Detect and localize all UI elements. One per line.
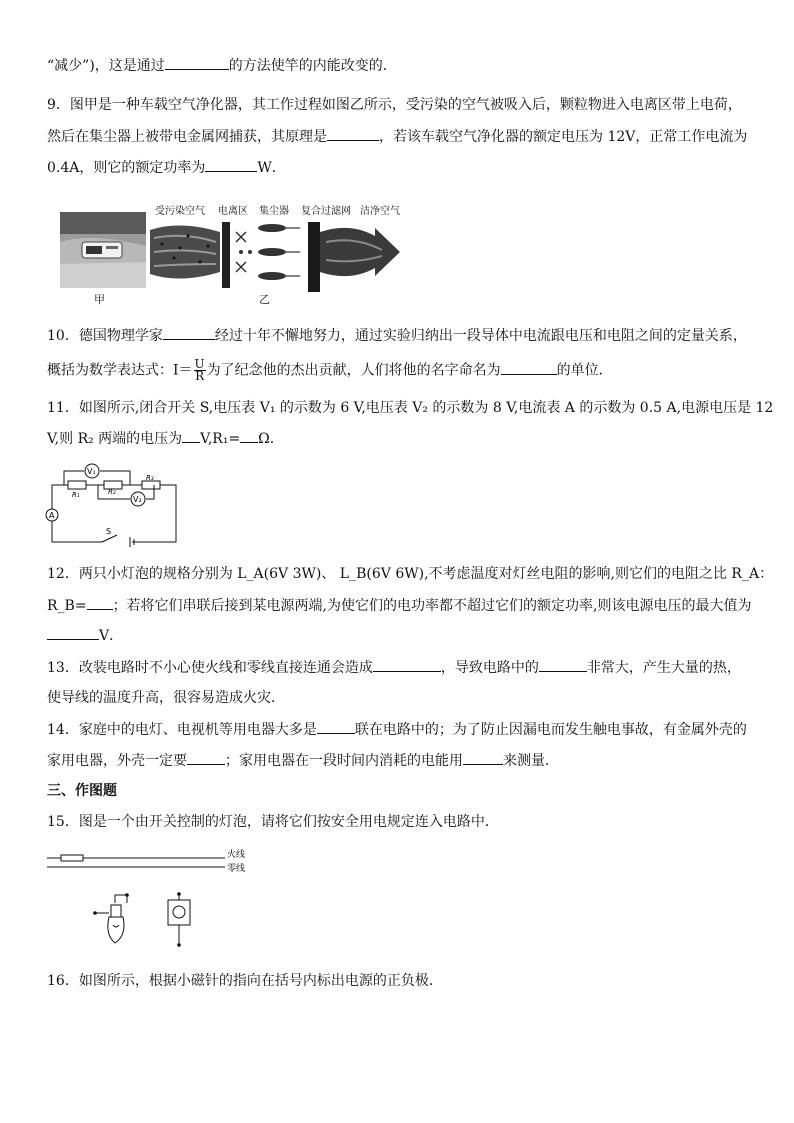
q10-line-2: 概括为数学表达式：I＝ $\frac{U}{R}$ 为了纪念他的杰出贡献，人们将他的名字命名为 的单位． [47,357,613,383]
q15-text: 15．图是一个由开关控制的灯泡，请将它们按安全用电规定连入电路中． [47,814,499,830]
ammeter-label: A [49,511,55,520]
section-title: 三、作图题 [47,783,117,799]
fig-label-ionization: 电离区 [218,206,248,217]
q14-line-1: 14．家庭中的电灯、电视机等用电器大多是 联在电路中的；为了防止因漏电而发生触电事故，有金属外壳的 [47,719,747,740]
q10-line-1: 10．德国物理学家 经过十年不懈地努力，通过实验归纳出一段导体中电流跟电压和电阻之间的定量关系， [47,325,747,346]
q13-line-2: 使导线的温度升高，很容易造成火灾． [47,690,285,706]
answer-blank[interactable] [187,750,225,765]
answer-blank[interactable] [205,157,257,172]
q9-line-3: 0.4A，则它的额定功率为 W． [47,157,286,178]
q12-line-1: 12．两只小灯泡的规格分别为 L_A(6V 3W)、 L_B(6V 6W),不考虑温度对灯丝电阻的影响,则它们的电阻之比 R_A： [47,566,774,582]
ohms-law-fraction: $\frac{U}{R}$ [194,357,205,383]
fig-label-dust-collector: 集尘器 [259,206,289,217]
switch-label: S [106,527,112,536]
q9-line-2: 然后在集尘器上被带电金属网捕获，其原理是 ，若该车载空气净化器的额定电压为 12V，正常工作电流为 [47,126,747,147]
q11-circuit-diagram [42,460,187,550]
caption-yi: 乙 [259,293,270,306]
q12-line-2: R_B= ；若将它们串联后接到某电源两端,为使它们的电功率都不超过它们的额定功率,则该电源电压的最大值为 [47,595,751,616]
live-wire-label: 火线 [227,850,246,860]
fig-label-filter: 复合过滤网 [301,206,351,217]
v1-label: V₁ [87,467,96,476]
fig-label-polluted-air: 受污染空气 [155,206,205,217]
r1-label: R₁ [72,491,80,499]
answer-blank[interactable] [240,428,258,443]
q8-line: “减少”)，这是通过 的方法使竿的内能改变的． [47,55,397,76]
fig-label-clean-air: 洁净空气 [360,206,400,217]
answer-blank[interactable] [327,126,379,141]
v2-label: V₂ [133,495,142,504]
q15-wiring-diagram [47,845,262,955]
q13-line-1: 13．改装电路时不小心使火线和零线直接连通会造成 ，导致电路中的 非常大，产生大量的热， [47,657,741,678]
q11-line-2: V,则 R₂ 两端的电压为 V,R₁= Ω. [47,428,274,449]
answer-blank[interactable] [501,360,557,375]
q9-line-1: 9．图甲是一种车载空气净化器，其工作过程如图乙所示，受污染的空气被吸入后，颗粒物进入电离区带上电荷， [47,97,742,113]
r3-label: R₃ [146,474,154,482]
q11-line-1: 11．如图所示,闭合开关 S,电压表 V₁ 的示数为 6 V,电压表 V₂ 的示数为 8 V,电流表 A 的示数为 0.5 A,电源电压是 12 [47,400,774,416]
q12-line-3: V． [47,625,123,646]
neutral-wire-label: 零线 [227,864,246,874]
answer-blank[interactable] [163,325,215,340]
q16-text: 16．如图所示，根据小磁针的指向在括号内标出电源的正负极． [47,973,443,989]
caption-jia: 甲 [94,293,105,306]
answer-blank[interactable] [463,750,503,765]
answer-blank[interactable] [317,719,355,734]
q14-line-2: 家用电器，外壳一定要 ；家用电器在一段时间内消耗的电能用 来测量． [47,750,559,771]
answer-blank[interactable] [373,657,441,672]
car-air-purifier-photo [60,212,146,288]
answer-blank[interactable] [87,595,113,610]
answer-blank[interactable] [165,55,229,70]
answer-blank[interactable] [47,625,99,640]
r2-label: R₂ [108,488,116,496]
answer-blank[interactable] [182,428,200,443]
purifier-process-diagram [150,202,415,298]
answer-blank[interactable] [539,657,587,672]
